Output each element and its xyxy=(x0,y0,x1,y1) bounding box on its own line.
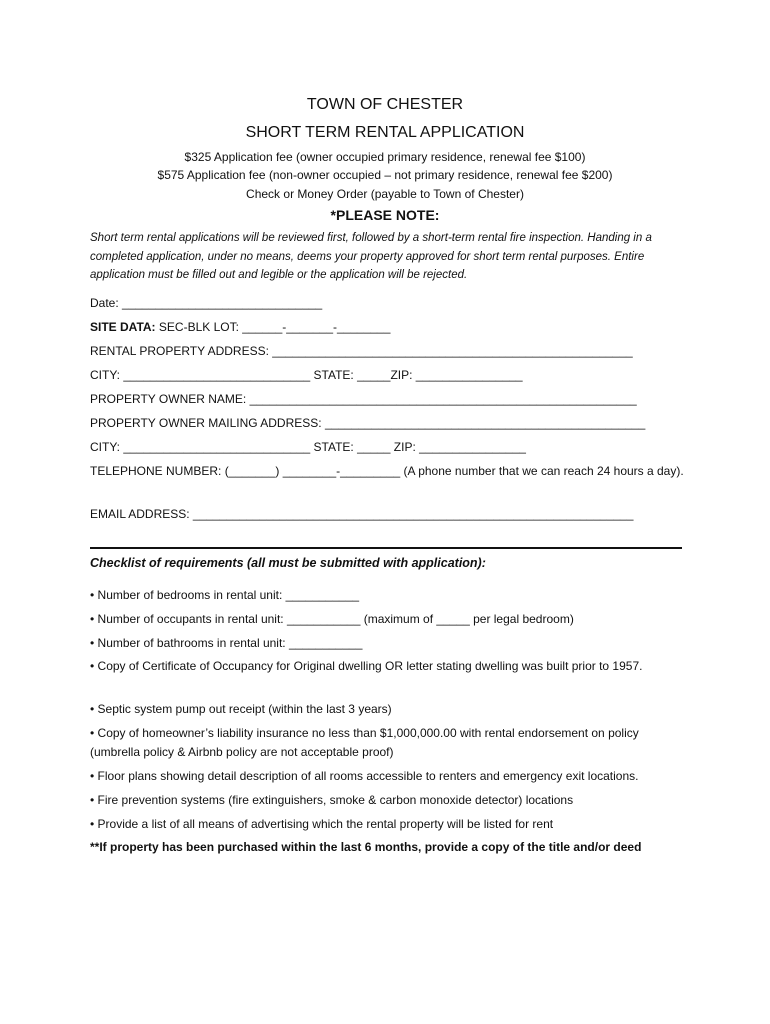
site-data-field[interactable] xyxy=(90,320,690,334)
city-state-zip-field[interactable]: CITY: ____________________________ STATE: _____ZIP: ________________ xyxy=(90,368,523,382)
site-data-value: SEC-BLK LOT: ______-_______-________ xyxy=(155,320,391,334)
checklist-item-bedrooms: • Number of bedrooms in rental unit: ___________ xyxy=(90,588,360,602)
checklist-item-fire-prevention: • Fire prevention systems (fire extinguishers, smoke & carbon monoxide detector) locations xyxy=(90,793,574,807)
checklist-item-advertising: • Provide a list of all means of advertising which the rental property will be listed for rent xyxy=(90,817,554,831)
rental-address-field[interactable]: RENTAL PROPERTY ADDRESS: ______________________________________________________ xyxy=(90,344,633,358)
checklist-heading: Checklist of requirements (all must be submitted with application): xyxy=(90,556,486,570)
fee-non-owner-occupied: $575 Application fee (non-owner occupied – not primary residence, renewal fee $200) xyxy=(157,168,613,182)
fee-owner-occupied: $325 Application fee (owner occupied primary residence, renewal fee $100) xyxy=(184,150,586,164)
date-field[interactable]: Date: ______________________________ xyxy=(90,296,323,310)
please-note-text: Short term rental applications will be reviewed first, followed by a short-term rental fire inspection. Handing in a completed application, under no means, deems your property approved for short term rental purposes. Entire application must be filled out and legible or the application will be rejected. xyxy=(90,232,652,281)
checklist-item-liability-insurance: • Copy of homeowner’s liability insurance no less than $1,000,000.00 with rental endorsement on policy (umbrella policy & Airbnb policy are not acceptable proof) xyxy=(90,726,639,759)
checklist-item-floor-plans: • Floor plans showing detail description of all rooms accessible to renters and emergency exit locations. xyxy=(90,769,639,783)
telephone-field[interactable]: TELEPHONE NUMBER: (_______) ________-_________ (A phone number that we can reach 24 hours a day). xyxy=(90,464,684,478)
site-data-label: SITE DATA: xyxy=(90,320,156,334)
please-note-heading: *PLEASE NOTE: xyxy=(330,207,440,223)
checklist-item-bathrooms: • Number of bathrooms in rental unit: ___________ xyxy=(90,636,363,650)
mailing-city-state-zip-field[interactable]: CITY: ____________________________ STATE: _____ ZIP: ________________ xyxy=(90,440,526,454)
section-divider xyxy=(90,547,682,549)
form-title: SHORT TERM RENTAL APPLICATION xyxy=(245,124,525,141)
checklist-item-occupants: • Number of occupants in rental unit: ___________ (maximum of _____ per legal bedroom) xyxy=(90,612,574,626)
email-field[interactable]: EMAIL ADDRESS: __________________________________________________________________ xyxy=(90,507,634,521)
owner-name-field[interactable]: PROPERTY OWNER NAME: __________________________________________________________ xyxy=(90,392,637,406)
owner-mailing-address-field[interactable]: PROPERTY OWNER MAILING ADDRESS: ________________________________________________ xyxy=(90,416,646,430)
checklist-item-certificate-of-occupancy: • Copy of Certificate of Occupancy for Original dwelling OR letter stating dwelling was built prior to 1957. xyxy=(90,659,643,673)
town-name: TOWN OF CHESTER xyxy=(306,96,464,113)
title-deed-note: **If property has been purchased within the last 6 months, provide a copy of the title and/or deed xyxy=(90,840,642,854)
checklist-item-septic-receipt: • Septic system pump out receipt (within the last 3 years) xyxy=(90,702,392,716)
payment-instructions: Check or Money Order (payable to Town of Chester) xyxy=(246,187,524,201)
